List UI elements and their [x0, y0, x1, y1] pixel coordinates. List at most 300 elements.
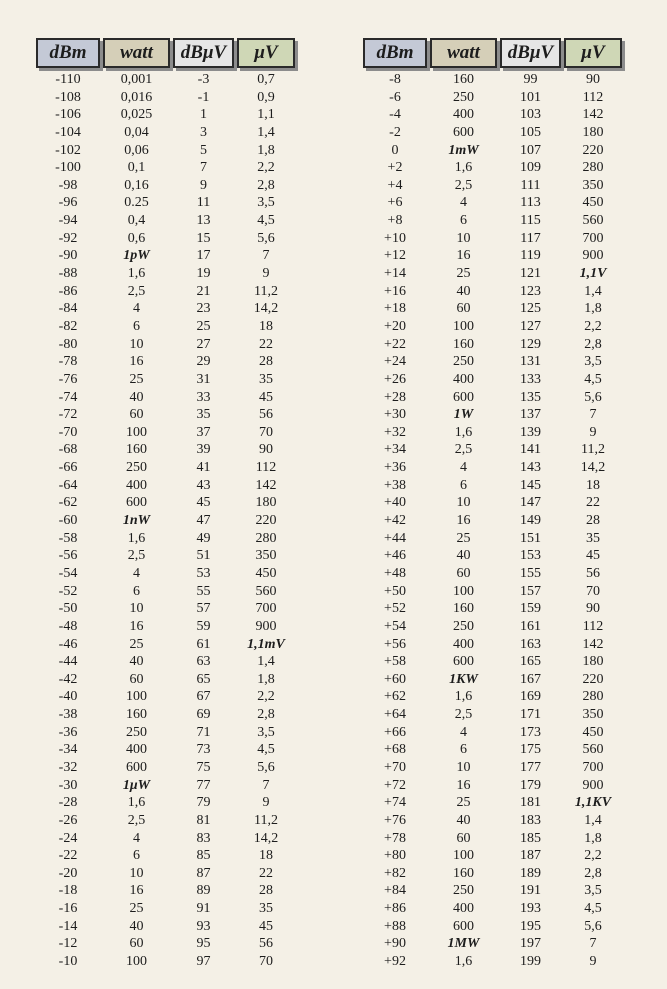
dbuv-cell: 125 [520, 301, 541, 317]
uv-cell: 560 [582, 213, 604, 229]
table-row [36, 812, 295, 830]
dbm-cell: +62 [384, 689, 406, 705]
uv-cell: 1,4 [584, 812, 602, 828]
watt-cell: 10 [129, 865, 144, 881]
dbm-cell: -80 [58, 336, 78, 352]
dbuv-cell: 191 [520, 883, 541, 899]
dbm-cell: +74 [384, 795, 406, 811]
dbm-cell: -10 [58, 954, 78, 970]
table-row [363, 688, 622, 706]
table-row [36, 159, 295, 177]
uv-cell: 90 [586, 72, 600, 87]
watt-cell: 250 [453, 618, 474, 634]
dbm-cell: -2 [389, 124, 401, 140]
table-row [36, 406, 295, 424]
dbuv-cell: 105 [520, 124, 541, 140]
watt-cell: 0,025 [120, 107, 153, 123]
dbm-cell: -62 [58, 495, 78, 511]
uv-cell: 350 [582, 707, 604, 723]
dbuv-cell: 63 [196, 654, 211, 670]
table-row [363, 71, 622, 89]
dbuv-cell: 141 [520, 442, 541, 458]
table-row [36, 565, 295, 583]
dbm-cell: -102 [55, 142, 81, 158]
dbuv-cell: 71 [196, 724, 211, 740]
header-dbuv: dBμV [500, 38, 561, 68]
uv-cell: 70 [259, 424, 273, 440]
uv-cell: 560 [582, 742, 604, 758]
uv-cell: 5,6 [584, 389, 602, 405]
watt-cell: 600 [126, 759, 147, 775]
dbuv-cell: 51 [196, 548, 211, 564]
dbuv-cell: 27 [196, 336, 211, 352]
watt-cell: 1KW [449, 671, 478, 687]
watt-cell: 60 [456, 565, 471, 581]
watt-cell: 1MW [447, 936, 480, 952]
watt-cell: 40 [129, 918, 144, 934]
watt-cell: 10 [129, 601, 144, 617]
table-row [363, 794, 622, 812]
dbm-cell: +92 [384, 954, 406, 970]
left-table [36, 38, 295, 971]
uv-cell: 9 [589, 424, 597, 440]
watt-cell: 400 [126, 477, 147, 493]
dbm-cell: -76 [58, 371, 78, 387]
uv-cell: 1,1 [257, 107, 275, 123]
uv-cell: 1,1KV [574, 795, 612, 811]
dbuv-cell: 5 [200, 142, 207, 158]
dbm-cell: -8 [389, 72, 401, 87]
watt-cell: 100 [126, 954, 147, 970]
dbuv-cell: 23 [196, 301, 211, 317]
dbuv-cell: 137 [520, 407, 541, 423]
uv-cell: 5,6 [257, 230, 275, 246]
watt-cell: 0,016 [120, 89, 153, 105]
table-row [36, 830, 295, 848]
watt-cell: 250 [126, 724, 147, 740]
uv-cell: 700 [582, 759, 604, 775]
watt-cell: 250 [453, 354, 474, 370]
dbuv-cell: 123 [520, 283, 541, 299]
uv-cell: 2,8 [257, 707, 275, 723]
watt-cell: 600 [453, 654, 474, 670]
table-row [363, 900, 622, 918]
dbuv-cell: 59 [196, 618, 211, 634]
dbm-cell: -38 [58, 707, 78, 723]
watt-cell: 250 [126, 460, 147, 476]
dbuv-cell: 99 [523, 72, 538, 87]
table-row [363, 283, 622, 301]
dbuv-cell: 175 [520, 742, 541, 758]
dbuv-cell: 89 [196, 883, 211, 899]
dbuv-cell: 75 [196, 759, 211, 775]
table-row [36, 477, 295, 495]
table-row [36, 353, 295, 371]
table-row [36, 194, 295, 212]
dbuv-cell: 153 [520, 548, 541, 564]
watt-cell: 6 [133, 848, 140, 864]
watt-cell: 60 [456, 830, 471, 846]
dbuv-cell: 69 [196, 707, 211, 723]
dbuv-cell: 65 [196, 671, 211, 687]
dbm-cell: -36 [58, 724, 78, 740]
uv-cell: 1,8 [584, 830, 602, 846]
dbuv-cell: 171 [520, 707, 541, 723]
table-row [363, 653, 622, 671]
uv-cell: 4,5 [257, 742, 275, 758]
right-table [363, 38, 622, 971]
watt-cell: 16 [129, 883, 144, 899]
dbuv-cell: 169 [520, 689, 541, 705]
dbuv-cell: 103 [520, 107, 541, 123]
left-rows [36, 71, 295, 971]
dbm-cell: +68 [384, 742, 406, 758]
uv-cell: 3,5 [584, 883, 602, 899]
uv-cell: 90 [586, 601, 600, 617]
watt-cell: 40 [456, 283, 471, 299]
dbuv-cell: 139 [520, 424, 541, 440]
dbm-cell: +4 [387, 177, 403, 193]
dbm-cell: +66 [384, 724, 406, 740]
watt-cell: 16 [456, 248, 471, 264]
header-watt: watt [103, 38, 170, 68]
header-uv: μV [564, 38, 622, 68]
uv-cell: 4,5 [584, 901, 602, 917]
table-row [36, 777, 295, 795]
uv-cell: 220 [582, 142, 604, 158]
dbm-cell: -82 [58, 318, 78, 334]
dbuv-cell: 101 [520, 89, 541, 105]
watt-cell: 40 [456, 548, 471, 564]
table-row [363, 300, 622, 318]
watt-cell: 160 [453, 865, 474, 881]
watt-cell: 10 [456, 230, 471, 246]
watt-cell: 100 [126, 689, 147, 705]
dbm-cell: +70 [384, 759, 406, 775]
table-row [363, 265, 622, 283]
header-dbm: dBm [36, 38, 100, 68]
dbm-cell: +88 [384, 918, 406, 934]
dbm-cell: -44 [58, 654, 78, 670]
dbuv-cell: 91 [196, 901, 211, 917]
uv-cell: 45 [259, 389, 273, 405]
dbuv-cell: 67 [196, 689, 211, 705]
uv-cell: 2,2 [257, 160, 275, 176]
dbm-cell: -64 [58, 477, 78, 493]
dbm-cell: +12 [384, 248, 406, 264]
watt-cell: 16 [129, 354, 144, 370]
uv-cell: 90 [259, 442, 273, 458]
uv-cell: 9 [589, 954, 597, 970]
dbm-cell: +86 [384, 901, 406, 917]
watt-cell: 160 [453, 72, 474, 87]
dbm-cell: -4 [389, 107, 401, 123]
table-row [36, 230, 295, 248]
watt-cell: 60 [456, 301, 471, 317]
dbuv-cell: 57 [196, 601, 211, 617]
watt-cell: 1μW [122, 777, 151, 793]
table-row [36, 953, 295, 971]
dbm-cell: +30 [384, 407, 406, 423]
table-row [363, 318, 622, 336]
uv-cell: 70 [259, 954, 273, 970]
dbm-cell: +38 [384, 477, 406, 493]
table-row [36, 547, 295, 565]
uv-cell: 112 [582, 89, 604, 105]
header-dbm: dBm [363, 38, 427, 68]
dbm-cell: -52 [58, 583, 78, 599]
uv-cell: 220 [255, 513, 277, 529]
dbuv-cell: 55 [196, 583, 211, 599]
dbm-cell: +82 [384, 865, 406, 881]
watt-cell: 0.25 [124, 195, 149, 211]
table-row [36, 671, 295, 689]
table-row [36, 653, 295, 671]
uv-cell: 3,5 [257, 195, 275, 211]
watt-cell: 160 [126, 442, 147, 458]
watt-cell: 400 [453, 901, 474, 917]
dbuv-cell: 119 [520, 248, 541, 264]
dbuv-cell: 73 [196, 742, 211, 758]
uv-cell: 112 [582, 618, 604, 634]
uv-cell: 560 [255, 583, 277, 599]
table-row [363, 565, 622, 583]
watt-cell: 250 [453, 883, 474, 899]
table-row [36, 441, 295, 459]
dbm-cell: +44 [384, 530, 406, 546]
uv-cell: 4,5 [257, 213, 275, 229]
uv-cell: 5,6 [257, 759, 275, 775]
watt-cell: 160 [453, 336, 474, 352]
dbuv-cell: 45 [196, 495, 211, 511]
dbuv-cell: 133 [520, 371, 541, 387]
dbm-cell: +40 [384, 495, 406, 511]
table-row [36, 124, 295, 142]
uv-cell: 56 [259, 936, 273, 952]
uv-cell: 7 [589, 407, 597, 423]
uv-cell: 70 [586, 583, 600, 599]
table-row [363, 389, 622, 407]
watt-cell: 4 [460, 460, 467, 476]
dbm-cell: -48 [58, 618, 78, 634]
uv-cell: 700 [255, 601, 277, 617]
dbuv-cell: -1 [197, 89, 210, 105]
uv-cell: 180 [255, 495, 277, 511]
uv-cell: 1,8 [257, 671, 275, 687]
dbuv-cell: 7 [200, 160, 207, 176]
dbuv-cell: 135 [520, 389, 541, 405]
watt-cell: 1,6 [454, 424, 473, 440]
uv-cell: 280 [255, 530, 277, 546]
dbuv-cell: 185 [520, 830, 541, 846]
dbm-cell: +8 [387, 213, 403, 229]
table-row [363, 353, 622, 371]
dbm-cell: +50 [384, 583, 406, 599]
table-row [363, 741, 622, 759]
table-row [363, 865, 622, 883]
watt-cell: 0,04 [124, 124, 149, 140]
table-row [363, 935, 622, 953]
table-row [363, 512, 622, 530]
table-row [363, 618, 622, 636]
dbuv-cell: 165 [520, 654, 541, 670]
watt-cell: 4 [133, 830, 140, 846]
watt-cell: 2,5 [127, 812, 146, 828]
dbuv-cell: 179 [520, 777, 541, 793]
dbuv-cell: 85 [196, 848, 211, 864]
dbuv-cell: -3 [197, 72, 210, 87]
dbm-cell: +80 [384, 848, 406, 864]
dbm-cell: -88 [58, 266, 78, 282]
table-row [36, 89, 295, 107]
table-row [36, 300, 295, 318]
uv-cell: 220 [582, 671, 604, 687]
dbm-cell: -90 [58, 248, 78, 264]
dbm-cell: +72 [384, 777, 406, 793]
table-row [36, 688, 295, 706]
dbuv-cell: 11 [196, 195, 211, 211]
table-row [36, 265, 295, 283]
table-row [36, 459, 295, 477]
uv-cell: 22 [586, 495, 600, 511]
table-row [363, 477, 622, 495]
table-row [36, 318, 295, 336]
dbuv-cell: 37 [196, 424, 211, 440]
watt-cell: 100 [453, 583, 474, 599]
dbuv-cell: 129 [520, 336, 541, 352]
dbuv-cell: 77 [196, 777, 211, 793]
dbuv-cell: 19 [196, 266, 211, 282]
uv-cell: 22 [259, 336, 273, 352]
dbm-cell: +64 [384, 707, 406, 723]
table-row [363, 247, 622, 265]
dbm-cell: -108 [55, 89, 81, 105]
dbm-cell: -100 [55, 160, 81, 176]
uv-cell: 7 [589, 936, 597, 952]
uv-cell: 1,1V [579, 266, 607, 282]
table-row [363, 441, 622, 459]
dbm-cell: -20 [58, 865, 78, 881]
dbm-cell: -98 [58, 177, 78, 193]
table-row [363, 89, 622, 107]
watt-cell: 25 [129, 901, 144, 917]
dbm-cell: -14 [58, 918, 78, 934]
dbuv-cell: 33 [196, 389, 211, 405]
dbm-cell: +26 [384, 371, 406, 387]
watt-cell: 1nW [122, 513, 151, 529]
dbuv-cell: 157 [520, 583, 541, 599]
dbm-cell: +46 [384, 548, 406, 564]
dbm-cell: -66 [58, 460, 78, 476]
uv-cell: 450 [582, 195, 604, 211]
uv-cell: 11,2 [254, 283, 278, 299]
dbm-cell: -54 [58, 565, 78, 581]
dbuv-cell: 109 [520, 160, 541, 176]
table-row [36, 759, 295, 777]
table-row [363, 830, 622, 848]
watt-cell: 100 [453, 318, 474, 334]
dbuv-cell: 25 [196, 318, 211, 334]
uv-cell: 2,8 [584, 865, 602, 881]
watt-cell: 40 [129, 389, 144, 405]
table-row [363, 371, 622, 389]
dbm-cell: +78 [384, 830, 406, 846]
uv-cell: 18 [259, 318, 273, 334]
uv-cell: 700 [582, 230, 604, 246]
table-row [36, 882, 295, 900]
dbm-cell: +10 [384, 230, 406, 246]
uv-cell: 450 [582, 724, 604, 740]
dbuv-cell: 183 [520, 812, 541, 828]
watt-cell: 1,6 [127, 530, 146, 546]
table-row [363, 600, 622, 618]
uv-cell: 11,2 [581, 442, 605, 458]
dbuv-cell: 97 [196, 954, 211, 970]
dbuv-cell: 3 [200, 124, 207, 140]
table-row [363, 812, 622, 830]
watt-cell: 4 [460, 724, 467, 740]
dbm-cell: -96 [58, 195, 78, 211]
watt-cell: 16 [129, 618, 144, 634]
dbm-cell: -68 [58, 442, 78, 458]
dbm-cell: -110 [55, 72, 81, 87]
dbm-cell: +76 [384, 812, 406, 828]
watt-cell: 16 [456, 513, 471, 529]
dbm-cell: -16 [58, 901, 78, 917]
dbuv-cell: 189 [520, 865, 541, 881]
uv-cell: 280 [582, 160, 604, 176]
dbuv-cell: 107 [520, 142, 541, 158]
table-row [363, 583, 622, 601]
dbuv-cell: 81 [196, 812, 211, 828]
watt-cell: 0,001 [120, 72, 153, 87]
uv-cell: 5,6 [584, 918, 602, 934]
watt-cell: 0,4 [127, 213, 146, 229]
uv-cell: 11,2 [254, 812, 278, 828]
watt-cell: 10 [456, 759, 471, 775]
table-row [36, 918, 295, 936]
watt-cell: 160 [453, 601, 474, 617]
dbuv-cell: 161 [520, 618, 541, 634]
table-row [363, 459, 622, 477]
watt-cell: 10 [456, 495, 471, 511]
dbuv-cell: 173 [520, 724, 541, 740]
dbuv-cell: 93 [196, 918, 211, 934]
table-row [363, 918, 622, 936]
uv-cell: 35 [586, 530, 600, 546]
dbuv-cell: 177 [520, 759, 541, 775]
table-row [363, 212, 622, 230]
dbm-cell: +32 [384, 424, 406, 440]
uv-cell: 9 [262, 795, 270, 811]
table-row [363, 777, 622, 795]
header-dbuv: dBμV [173, 38, 234, 68]
dbm-cell: +6 [387, 195, 403, 211]
uv-cell: 142 [582, 636, 604, 652]
watt-cell: 600 [453, 124, 474, 140]
dbm-cell: -78 [58, 354, 78, 370]
dbuv-cell: 79 [196, 795, 211, 811]
uv-cell: 9 [262, 266, 270, 282]
dbuv-cell: 143 [520, 460, 541, 476]
uv-cell: 4,5 [584, 371, 602, 387]
dbuv-cell: 21 [196, 283, 211, 299]
uv-cell: 0,7 [257, 72, 275, 87]
table-row [363, 882, 622, 900]
dbm-cell: -72 [58, 407, 78, 423]
dbm-cell: +28 [384, 389, 406, 405]
table-row [363, 636, 622, 654]
